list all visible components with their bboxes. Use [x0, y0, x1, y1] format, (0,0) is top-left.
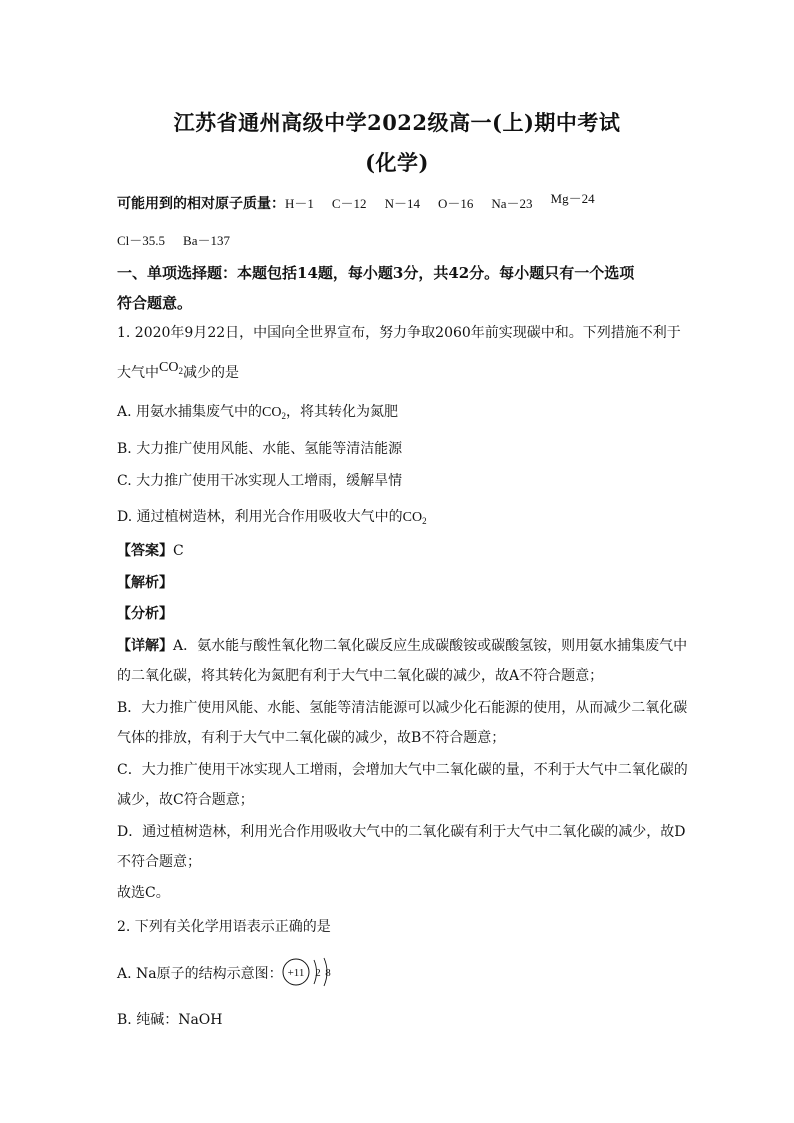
q1-detail-c1: C．大力推广使用干冰实现人工增雨，会增加大气中二氧化碳的量，不利于大气中二氧化碳的: [117, 762, 688, 778]
q2-stem: 2. 下列有关化学用语表示正确的是: [117, 919, 331, 935]
answer-tag: 【答案】: [117, 543, 173, 559]
atomic-mass-label: 可能用到的相对原子质量：: [117, 196, 285, 212]
q1-option-d: [117, 506, 724, 526]
q1-option-d-co2: [403, 510, 427, 525]
q1-answer: [117, 540, 724, 560]
mass-ba: Ba－137: [183, 233, 230, 248]
q1-option-a-co2: [262, 405, 286, 420]
q1-stem-post: 减少的是: [182, 365, 239, 381]
mass-c: C－12: [331, 196, 367, 211]
q1-stem-co2-sub: 2: [178, 366, 183, 376]
q1-detail-a1: [117, 635, 724, 655]
mass-mg: Mg－24: [550, 191, 595, 206]
q1-detail-a2: 的二氧化碳，将其转化为氮肥有利于大气中二氧化碳的减少，故A不符合题意；: [117, 668, 604, 684]
answer-value: C: [173, 543, 184, 559]
section-heading: 一、单项选择题：本题包括14题，每小题3分，共42分。每小题只有一个选项: [117, 264, 635, 282]
q1-detail-d2: 不符合题意；: [117, 854, 201, 870]
q1-option-a: [117, 401, 724, 421]
exam-subject: (化学): [365, 150, 429, 175]
q1-option-d-co2-sub: 2: [422, 516, 427, 526]
q1-option-a-co2-sub: 2: [281, 411, 286, 421]
q1-detail-b1: B．大力推广使用风能、水能、氢能等清洁能源可以减少化石能源的使用，从而减少二氧化碳: [117, 700, 688, 716]
mass-h: H－1: [285, 196, 314, 211]
shell-1-electrons: 2: [315, 967, 321, 979]
q1-option-c: C. 大力推广使用干冰实现人工增雨，缓解旱情: [117, 473, 403, 489]
detail-tag: 【详解】: [117, 638, 173, 654]
q1-analysis-tag: 【解析】: [117, 575, 173, 591]
q1-option-d-text: D. 通过植树造林，利用光合作用吸收大气中的: [117, 509, 403, 525]
nucleus-charge: +11: [287, 967, 305, 979]
q1-detail-c2: 减少，故C符合题意；: [117, 792, 254, 808]
mass-n: N－14: [384, 196, 420, 211]
mass-o: O－16: [437, 196, 474, 211]
mass-na: Na－23: [491, 196, 533, 211]
section-heading-cont: 符合题意。: [117, 294, 193, 312]
shell-2-electrons: 8: [325, 967, 331, 979]
q1-option-d-co2-formula: CO: [402, 510, 423, 525]
q1-stem-pre: 大气中: [117, 365, 159, 381]
q1-option-a-post: ，将其转化为氮肥: [285, 404, 398, 420]
q2-option-a: A. Na原子的结构示意图：: [117, 966, 283, 982]
atomic-mass-line-2: [117, 230, 724, 249]
exam-title: 江苏省通州高级中学2022级高一(上)期中考试: [173, 110, 621, 135]
q1-option-a-co2-formula: CO: [262, 405, 282, 420]
sodium-atom-structure-diagram: [281, 957, 341, 987]
q1-stem-co2: [159, 360, 183, 375]
q1-conclusion: 故选C。: [117, 885, 170, 901]
q1-stem: 1. 2020年9月22日，中国向全世界宣布，努力争取2060年前实现碳中和。下列措施不利于: [117, 325, 681, 341]
q1-option-a-text: A. 用氨水捕集废气中的: [117, 404, 263, 420]
q1-stem-co2-formula: CO: [159, 360, 179, 375]
detail-a1-text: A．氨水能与酸性氧化物二氧化碳反应生成碳酸铵或碳酸氢铵，则用氨水捕集废气中: [173, 638, 688, 654]
q1-detail-b2: 气体的排放，有利于大气中二氧化碳的减少，故B不符合题意；: [117, 730, 506, 746]
atomic-mass-line-1: [117, 193, 724, 213]
q1-fenxi-tag: 【分析】: [117, 606, 173, 622]
q1-detail-d1: D．通过植树造林，利用光合作用吸收大气中的二氧化碳有利于大气中二氧化碳的减少，故D: [117, 824, 686, 840]
q1-stem-cont: [117, 362, 724, 382]
mass-cl: Cl－35.5: [117, 233, 166, 248]
q2-option-b: B. 纯碱：NaOH: [117, 1012, 223, 1028]
q1-option-b: B. 大力推广使用风能、水能、氢能等清洁能源: [117, 441, 403, 457]
